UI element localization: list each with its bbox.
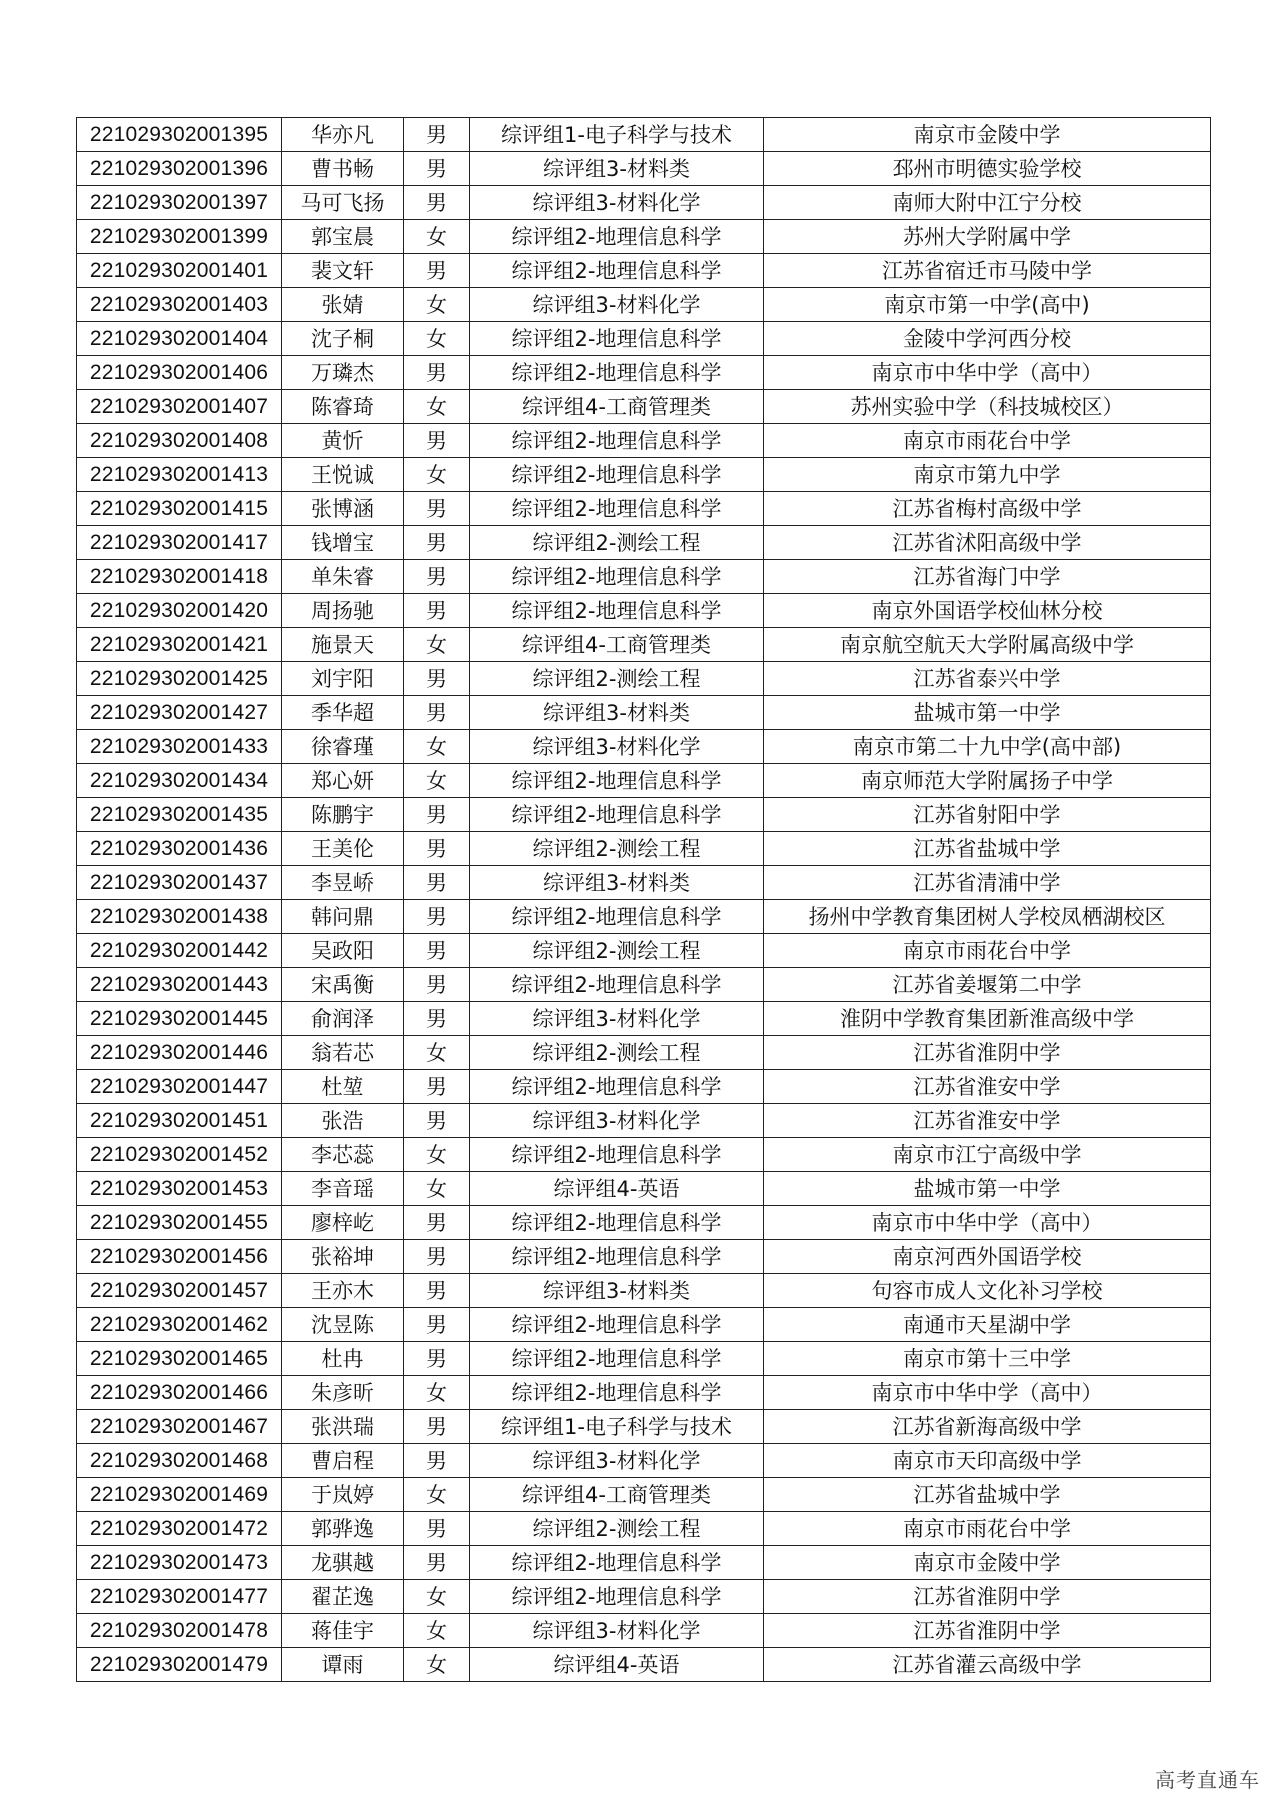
major-cell: 综评组2-地理信息科学: [470, 356, 764, 390]
student-name-cell: 陈睿琦: [282, 390, 404, 424]
school-cell: 南京市金陵中学: [764, 1546, 1211, 1580]
gender-cell: 女: [404, 1036, 470, 1070]
exam-id-cell: 221029302001434: [77, 764, 282, 798]
major-cell: 综评组3-材料类: [470, 866, 764, 900]
exam-id-cell: 221029302001413: [77, 458, 282, 492]
student-name-cell: 陈鹏宇: [282, 798, 404, 832]
school-cell: 南京市江宁高级中学: [764, 1138, 1211, 1172]
student-name-cell: 张浩: [282, 1104, 404, 1138]
major-cell: 综评组2-地理信息科学: [470, 900, 764, 934]
student-name-cell: 郭宝晨: [282, 220, 404, 254]
table-row: [77, 492, 1211, 526]
gender-cell: 男: [404, 798, 470, 832]
school-cell: 句容市成人文化补习学校: [764, 1274, 1211, 1308]
gender-cell: 女: [404, 322, 470, 356]
student-name-cell: 韩问鼎: [282, 900, 404, 934]
table-row: [77, 1614, 1211, 1648]
exam-id-cell: 221029302001417: [77, 526, 282, 560]
major-cell: 综评组3-材料类: [470, 696, 764, 730]
student-name-cell: 王亦木: [282, 1274, 404, 1308]
student-name-cell: 李芯蕊: [282, 1138, 404, 1172]
table-body: [77, 118, 1211, 1682]
table-row: [77, 764, 1211, 798]
gender-cell: 男: [404, 934, 470, 968]
exam-id-cell: 221029302001472: [77, 1512, 282, 1546]
exam-id-cell: 221029302001433: [77, 730, 282, 764]
table-row: [77, 560, 1211, 594]
school-cell: 苏州实验中学（科技城校区）: [764, 390, 1211, 424]
gender-cell: 女: [404, 1614, 470, 1648]
exam-id-cell: 221029302001442: [77, 934, 282, 968]
school-cell: 南师大附中江宁分校: [764, 186, 1211, 220]
table-row: [77, 1342, 1211, 1376]
gender-cell: 男: [404, 526, 470, 560]
gender-cell: 女: [404, 1648, 470, 1682]
exam-id-cell: 221029302001420: [77, 594, 282, 628]
table-row: [77, 730, 1211, 764]
student-name-cell: 张洪瑞: [282, 1410, 404, 1444]
exam-id-cell: 221029302001418: [77, 560, 282, 594]
gender-cell: 男: [404, 1308, 470, 1342]
table-row: [77, 662, 1211, 696]
exam-id-cell: 221029302001401: [77, 254, 282, 288]
exam-id-cell: 221029302001421: [77, 628, 282, 662]
exam-id-cell: 221029302001455: [77, 1206, 282, 1240]
student-name-cell: 徐睿瑾: [282, 730, 404, 764]
table-row: [77, 1376, 1211, 1410]
table-row: [77, 1410, 1211, 1444]
major-cell: 综评组2-地理信息科学: [470, 798, 764, 832]
table-row: [77, 118, 1211, 152]
gender-cell: 男: [404, 424, 470, 458]
student-name-cell: 廖梓屹: [282, 1206, 404, 1240]
school-cell: 江苏省梅村高级中学: [764, 492, 1211, 526]
major-cell: 综评组2-地理信息科学: [470, 968, 764, 1002]
table-row: [77, 390, 1211, 424]
exam-id-cell: 221029302001408: [77, 424, 282, 458]
table-row: [77, 1444, 1211, 1478]
exam-id-cell: 221029302001457: [77, 1274, 282, 1308]
major-cell: 综评组4-英语: [470, 1648, 764, 1682]
school-cell: 南京航空航天大学附属高级中学: [764, 628, 1211, 662]
school-cell: 南京市中华中学（高中）: [764, 1206, 1211, 1240]
school-cell: 金陵中学河西分校: [764, 322, 1211, 356]
school-cell: 江苏省淮安中学: [764, 1070, 1211, 1104]
student-name-cell: 宋禹衡: [282, 968, 404, 1002]
school-cell: 南京市中华中学（高中）: [764, 356, 1211, 390]
school-cell: 江苏省海门中学: [764, 560, 1211, 594]
school-cell: 邳州市明德实验学校: [764, 152, 1211, 186]
major-cell: 综评组3-材料化学: [470, 288, 764, 322]
table-row: [77, 798, 1211, 832]
table-row: [77, 968, 1211, 1002]
gender-cell: 男: [404, 152, 470, 186]
school-cell: 南京师范大学附属扬子中学: [764, 764, 1211, 798]
school-cell: 江苏省淮安中学: [764, 1104, 1211, 1138]
major-cell: 综评组4-工商管理类: [470, 1478, 764, 1512]
exam-id-cell: 221029302001436: [77, 832, 282, 866]
exam-id-cell: 221029302001406: [77, 356, 282, 390]
student-name-cell: 朱彦昕: [282, 1376, 404, 1410]
gender-cell: 男: [404, 560, 470, 594]
student-name-cell: 蒋佳宇: [282, 1614, 404, 1648]
exam-id-cell: 221029302001462: [77, 1308, 282, 1342]
student-name-cell: 翟芷逸: [282, 1580, 404, 1614]
exam-id-cell: 221029302001477: [77, 1580, 282, 1614]
major-cell: 综评组3-材料类: [470, 1274, 764, 1308]
table-row: [77, 1580, 1211, 1614]
school-cell: 盐城市第一中学: [764, 696, 1211, 730]
gender-cell: 女: [404, 1478, 470, 1512]
student-name-cell: 张婧: [282, 288, 404, 322]
student-name-cell: 刘宇阳: [282, 662, 404, 696]
major-cell: 综评组2-测绘工程: [470, 662, 764, 696]
exam-id-cell: 221029302001438: [77, 900, 282, 934]
table-row: [77, 288, 1211, 322]
exam-id-cell: 221029302001403: [77, 288, 282, 322]
gender-cell: 女: [404, 1376, 470, 1410]
exam-id-cell: 221029302001399: [77, 220, 282, 254]
gender-cell: 男: [404, 968, 470, 1002]
student-name-cell: 施景天: [282, 628, 404, 662]
student-name-cell: 张博涵: [282, 492, 404, 526]
major-cell: 综评组2-地理信息科学: [470, 322, 764, 356]
school-cell: 南京市天印高级中学: [764, 1444, 1211, 1478]
gender-cell: 男: [404, 832, 470, 866]
table-row: [77, 900, 1211, 934]
exam-id-cell: 221029302001435: [77, 798, 282, 832]
exam-id-cell: 221029302001473: [77, 1546, 282, 1580]
school-cell: 江苏省淮阴中学: [764, 1614, 1211, 1648]
gender-cell: 男: [404, 900, 470, 934]
table-row: [77, 254, 1211, 288]
major-cell: 综评组2-测绘工程: [470, 1036, 764, 1070]
table-row: [77, 628, 1211, 662]
school-cell: 南京市金陵中学: [764, 118, 1211, 152]
student-name-cell: 张裕坤: [282, 1240, 404, 1274]
major-cell: 综评组3-材料化学: [470, 1444, 764, 1478]
student-name-cell: 马可飞扬: [282, 186, 404, 220]
student-name-cell: 李音瑶: [282, 1172, 404, 1206]
student-name-cell: 万璘杰: [282, 356, 404, 390]
exam-id-cell: 221029302001437: [77, 866, 282, 900]
major-cell: 综评组2-地理信息科学: [470, 1070, 764, 1104]
student-name-cell: 吴政阳: [282, 934, 404, 968]
exam-id-cell: 221029302001467: [77, 1410, 282, 1444]
major-cell: 综评组2-地理信息科学: [470, 1376, 764, 1410]
major-cell: 综评组2-地理信息科学: [470, 1206, 764, 1240]
student-name-cell: 龙骐越: [282, 1546, 404, 1580]
gender-cell: 男: [404, 118, 470, 152]
school-cell: 淮阴中学教育集团新淮高级中学: [764, 1002, 1211, 1036]
gender-cell: 女: [404, 628, 470, 662]
gender-cell: 男: [404, 1206, 470, 1240]
school-cell: 南京市第二十九中学(高中部): [764, 730, 1211, 764]
exam-id-cell: 221029302001407: [77, 390, 282, 424]
student-name-cell: 谭雨: [282, 1648, 404, 1682]
exam-id-cell: 221029302001395: [77, 118, 282, 152]
school-cell: 江苏省泰兴中学: [764, 662, 1211, 696]
table-row: [77, 1648, 1211, 1682]
student-name-cell: 郑心妍: [282, 764, 404, 798]
student-name-cell: 曹启程: [282, 1444, 404, 1478]
major-cell: 综评组1-电子科学与技术: [470, 118, 764, 152]
gender-cell: 男: [404, 866, 470, 900]
gender-cell: 男: [404, 1274, 470, 1308]
table-row: [77, 866, 1211, 900]
exam-id-cell: 221029302001443: [77, 968, 282, 1002]
exam-id-cell: 221029302001447: [77, 1070, 282, 1104]
major-cell: 综评组4-工商管理类: [470, 628, 764, 662]
exam-id-cell: 221029302001469: [77, 1478, 282, 1512]
exam-id-cell: 221029302001445: [77, 1002, 282, 1036]
table-row: [77, 424, 1211, 458]
table-row: [77, 1070, 1211, 1104]
gender-cell: 女: [404, 1580, 470, 1614]
table-row: [77, 1138, 1211, 1172]
exam-id-cell: 221029302001466: [77, 1376, 282, 1410]
gender-cell: 男: [404, 1342, 470, 1376]
table-row: [77, 696, 1211, 730]
student-name-cell: 华亦凡: [282, 118, 404, 152]
major-cell: 综评组2-地理信息科学: [470, 560, 764, 594]
school-cell: 南京河西外国语学校: [764, 1240, 1211, 1274]
exam-id-cell: 221029302001396: [77, 152, 282, 186]
student-name-cell: 钱增宝: [282, 526, 404, 560]
table-row: [77, 934, 1211, 968]
school-cell: 苏州大学附属中学: [764, 220, 1211, 254]
major-cell: 综评组2-测绘工程: [470, 934, 764, 968]
school-cell: 盐城市第一中学: [764, 1172, 1211, 1206]
table-row: [77, 1240, 1211, 1274]
major-cell: 综评组1-电子科学与技术: [470, 1410, 764, 1444]
major-cell: 综评组4-工商管理类: [470, 390, 764, 424]
gender-cell: 男: [404, 254, 470, 288]
table-row: [77, 1002, 1211, 1036]
school-cell: 南京外国语学校仙林分校: [764, 594, 1211, 628]
school-cell: 南京市雨花台中学: [764, 934, 1211, 968]
exam-id-cell: 221029302001468: [77, 1444, 282, 1478]
student-name-cell: 杜堃: [282, 1070, 404, 1104]
school-cell: 南京市中华中学（高中）: [764, 1376, 1211, 1410]
table-row: [77, 1546, 1211, 1580]
major-cell: 综评组2-地理信息科学: [470, 1342, 764, 1376]
gender-cell: 女: [404, 1138, 470, 1172]
table-row: [77, 594, 1211, 628]
school-cell: 南京市第九中学: [764, 458, 1211, 492]
student-name-cell: 翁若芯: [282, 1036, 404, 1070]
watermark-text: 高考直通车: [1155, 1768, 1260, 1792]
school-cell: 江苏省淮阴中学: [764, 1580, 1211, 1614]
major-cell: 综评组2-测绘工程: [470, 1512, 764, 1546]
student-name-cell: 季华超: [282, 696, 404, 730]
major-cell: 综评组2-地理信息科学: [470, 492, 764, 526]
admission-list-table: [76, 117, 1211, 1682]
student-name-cell: 郭骅逸: [282, 1512, 404, 1546]
exam-id-cell: 221029302001478: [77, 1614, 282, 1648]
gender-cell: 女: [404, 288, 470, 322]
table-row: [77, 356, 1211, 390]
school-cell: 江苏省射阳中学: [764, 798, 1211, 832]
major-cell: 综评组2-地理信息科学: [470, 1580, 764, 1614]
gender-cell: 男: [404, 1002, 470, 1036]
gender-cell: 女: [404, 220, 470, 254]
major-cell: 综评组2-地理信息科学: [470, 764, 764, 798]
table-row: [77, 1206, 1211, 1240]
gender-cell: 男: [404, 1104, 470, 1138]
gender-cell: 女: [404, 390, 470, 424]
student-name-cell: 杜冉: [282, 1342, 404, 1376]
major-cell: 综评组2-地理信息科学: [470, 1546, 764, 1580]
table-row: [77, 322, 1211, 356]
exam-id-cell: 221029302001446: [77, 1036, 282, 1070]
major-cell: 综评组3-材料类: [470, 152, 764, 186]
school-cell: 南京市雨花台中学: [764, 1512, 1211, 1546]
school-cell: 江苏省新海高级中学: [764, 1410, 1211, 1444]
table-row: [77, 220, 1211, 254]
table-row: [77, 1274, 1211, 1308]
exam-id-cell: 221029302001465: [77, 1342, 282, 1376]
gender-cell: 女: [404, 1172, 470, 1206]
school-cell: 江苏省宿迁市马陵中学: [764, 254, 1211, 288]
major-cell: 综评组4-英语: [470, 1172, 764, 1206]
exam-id-cell: 221029302001427: [77, 696, 282, 730]
student-name-cell: 沈昱陈: [282, 1308, 404, 1342]
exam-id-cell: 221029302001452: [77, 1138, 282, 1172]
gender-cell: 女: [404, 764, 470, 798]
student-name-cell: 曹书畅: [282, 152, 404, 186]
table-row: [77, 1478, 1211, 1512]
gender-cell: 女: [404, 458, 470, 492]
gender-cell: 男: [404, 594, 470, 628]
gender-cell: 男: [404, 1240, 470, 1274]
student-name-cell: 单朱睿: [282, 560, 404, 594]
student-name-cell: 周扬驰: [282, 594, 404, 628]
gender-cell: 男: [404, 1410, 470, 1444]
student-name-cell: 李昱峤: [282, 866, 404, 900]
table-row: [77, 1104, 1211, 1138]
major-cell: 综评组2-地理信息科学: [470, 424, 764, 458]
exam-id-cell: 221029302001415: [77, 492, 282, 526]
major-cell: 综评组3-材料化学: [470, 1104, 764, 1138]
student-name-cell: 裴文轩: [282, 254, 404, 288]
student-name-cell: 俞润泽: [282, 1002, 404, 1036]
student-name-cell: 王美伦: [282, 832, 404, 866]
major-cell: 综评组2-地理信息科学: [470, 1240, 764, 1274]
exam-id-cell: 221029302001456: [77, 1240, 282, 1274]
gender-cell: 男: [404, 356, 470, 390]
major-cell: 综评组3-材料化学: [470, 1614, 764, 1648]
school-cell: 南京市雨花台中学: [764, 424, 1211, 458]
table-row: [77, 832, 1211, 866]
gender-cell: 男: [404, 1444, 470, 1478]
major-cell: 综评组2-地理信息科学: [470, 220, 764, 254]
school-cell: 江苏省淮阴中学: [764, 1036, 1211, 1070]
gender-cell: 女: [404, 730, 470, 764]
table-row: [77, 1308, 1211, 1342]
gender-cell: 男: [404, 1546, 470, 1580]
gender-cell: 男: [404, 696, 470, 730]
major-cell: 综评组3-材料化学: [470, 186, 764, 220]
student-name-cell: 于岚婷: [282, 1478, 404, 1512]
student-name-cell: 沈子桐: [282, 322, 404, 356]
exam-id-cell: 221029302001479: [77, 1648, 282, 1682]
major-cell: 综评组2-地理信息科学: [470, 1138, 764, 1172]
school-cell: 江苏省灌云高级中学: [764, 1648, 1211, 1682]
school-cell: 南京市第十三中学: [764, 1342, 1211, 1376]
school-cell: 南通市天星湖中学: [764, 1308, 1211, 1342]
gender-cell: 男: [404, 492, 470, 526]
school-cell: 南京市第一中学(高中): [764, 288, 1211, 322]
gender-cell: 男: [404, 662, 470, 696]
table-row: [77, 186, 1211, 220]
table-row: [77, 1512, 1211, 1546]
school-cell: 江苏省清浦中学: [764, 866, 1211, 900]
exam-id-cell: 221029302001425: [77, 662, 282, 696]
table-row: [77, 526, 1211, 560]
major-cell: 综评组2-地理信息科学: [470, 594, 764, 628]
major-cell: 综评组2-测绘工程: [470, 832, 764, 866]
student-name-cell: 黄忻: [282, 424, 404, 458]
major-cell: 综评组2-地理信息科学: [470, 254, 764, 288]
table-row: [77, 1036, 1211, 1070]
major-cell: 综评组2-测绘工程: [470, 526, 764, 560]
exam-id-cell: 221029302001451: [77, 1104, 282, 1138]
major-cell: 综评组3-材料化学: [470, 730, 764, 764]
major-cell: 综评组2-地理信息科学: [470, 458, 764, 492]
exam-id-cell: 221029302001397: [77, 186, 282, 220]
student-name-cell: 王悦诚: [282, 458, 404, 492]
gender-cell: 男: [404, 1512, 470, 1546]
school-cell: 江苏省沭阳高级中学: [764, 526, 1211, 560]
school-cell: 江苏省盐城中学: [764, 1478, 1211, 1512]
gender-cell: 男: [404, 1070, 470, 1104]
major-cell: 综评组2-地理信息科学: [470, 1308, 764, 1342]
table-row: [77, 458, 1211, 492]
exam-id-cell: 221029302001453: [77, 1172, 282, 1206]
school-cell: 江苏省姜堰第二中学: [764, 968, 1211, 1002]
table-row: [77, 1172, 1211, 1206]
major-cell: 综评组3-材料化学: [470, 1002, 764, 1036]
exam-id-cell: 221029302001404: [77, 322, 282, 356]
school-cell: 扬州中学教育集团树人学校凤栖湖校区: [764, 900, 1211, 934]
school-cell: 江苏省盐城中学: [764, 832, 1211, 866]
gender-cell: 男: [404, 186, 470, 220]
table-row: [77, 152, 1211, 186]
